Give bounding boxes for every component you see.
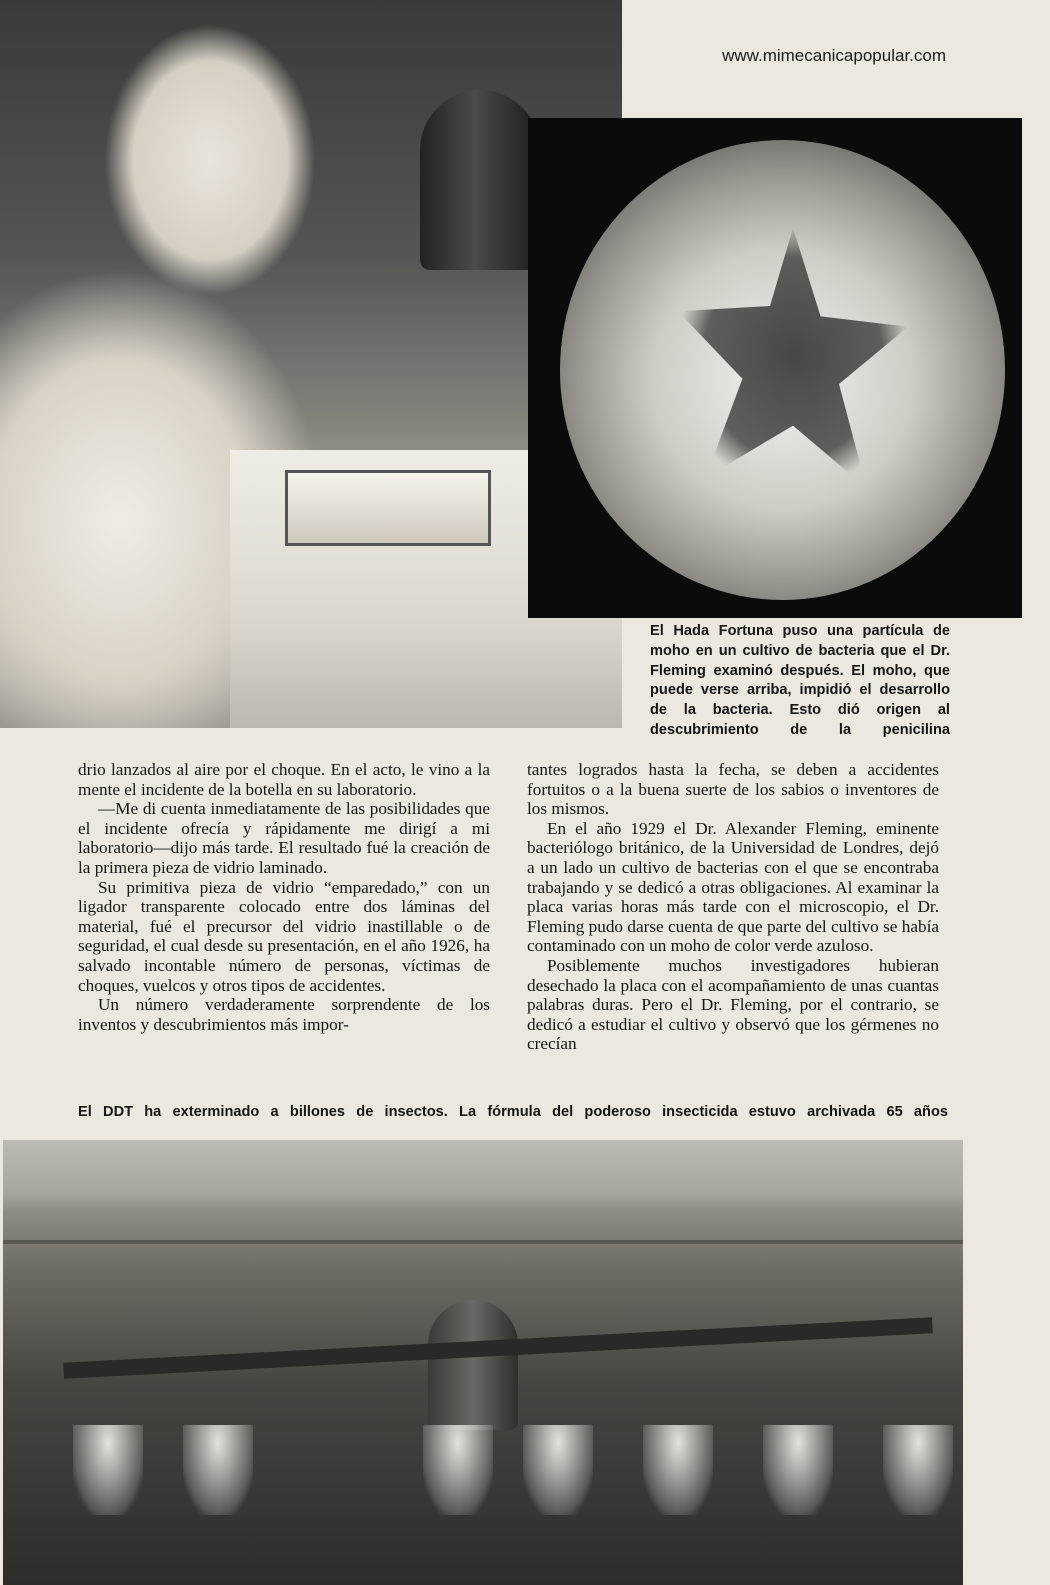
culture-box-shape bbox=[285, 470, 491, 546]
paragraph: drio lanzados al aire por el choque. En el acto, le vino a la mente el incidente de la botella en su laboratorio. bbox=[78, 760, 490, 799]
spray-mist-shape bbox=[523, 1425, 593, 1515]
paragraph: Posiblemente muchos investigadores hubieran desechado la placa con el acompañamiento de unas cuantas palabras duras. Pero el Dr. Fleming, por el contrario, se dedicó a estudiar el cultivo y observó que los gérmenes no crecían bbox=[527, 955, 939, 1054]
ddt-sprayer-photo bbox=[3, 1140, 963, 1585]
top-photo-caption: El Hada Fortuna puso una partícula de moho en un cultivo de bacteria que el Dr. Fleming examinó después. El moho, que puede verse arriba, impidió el desarrollo de la bacteria. Esto dió origen al descubrimiento de la penicilina bbox=[650, 623, 950, 738]
spray-mist-shape bbox=[73, 1425, 143, 1515]
field-horizon-shape bbox=[3, 1240, 963, 1244]
article-column-right bbox=[527, 760, 939, 1054]
article-column-left bbox=[78, 760, 490, 1034]
spray-mist-shape bbox=[883, 1425, 953, 1515]
spray-mist-shape bbox=[763, 1425, 833, 1515]
mold-culture-photo bbox=[528, 118, 1022, 618]
paragraph: Un número verdaderamente sorprendente de los inventos y descubrimientos más impor- bbox=[78, 995, 490, 1034]
site-watermark: www.mimecanicapopular.com bbox=[718, 44, 950, 68]
paragraph: —Me di cuenta inmediatamente de las posibilidades que el incidente ofrecía y rápidamente me dirigí a mi laboratorio—dijo más tarde. El resultado fué la creación de la primera pieza de vidrio laminado. bbox=[78, 799, 490, 877]
paragraph: En el año 1929 el Dr. Alexander Fleming, eminente bacteriólogo británico, de la Universidad de Londres, dejó a un lado un cultivo de bacterias con el que se encontraba trabajando y se dedicó a otras obligaciones. Al examinar la placa varias horas más tarde con el microscopio, el Dr. Fleming pudo darse cuenta de que parte del cultivo se había contaminado con un moho de color verde azuloso. bbox=[527, 818, 939, 956]
paragraph: Su primitiva pieza de vidrio “emparedado,” con un ligador transparente colocado entre dos láminas del material, fué el precursor del vidrio inastillable o de seguridad, el cual desde su presentación, en el año 1926, ha salvado incontable número de personas, víctimas de choques, vuelcos y otros tipos de accidentes. bbox=[78, 877, 490, 995]
paragraph: tantes logrados hasta la fecha, se deben a accidentes fortuitos o a la buena suerte de los sabios o inventores de los mismos. bbox=[527, 760, 939, 819]
desk-lamp-shape bbox=[420, 90, 540, 270]
spray-mist-shape bbox=[643, 1425, 713, 1515]
spray-mist-shape bbox=[423, 1425, 493, 1515]
sprayer-tank-shape bbox=[428, 1300, 518, 1430]
bottom-photo-caption: El DDT ha exterminado a billones de insectos. La fórmula del poderoso insecticida estuvo archivada 65 años bbox=[78, 1104, 948, 1120]
spray-mist-shape bbox=[183, 1425, 253, 1515]
